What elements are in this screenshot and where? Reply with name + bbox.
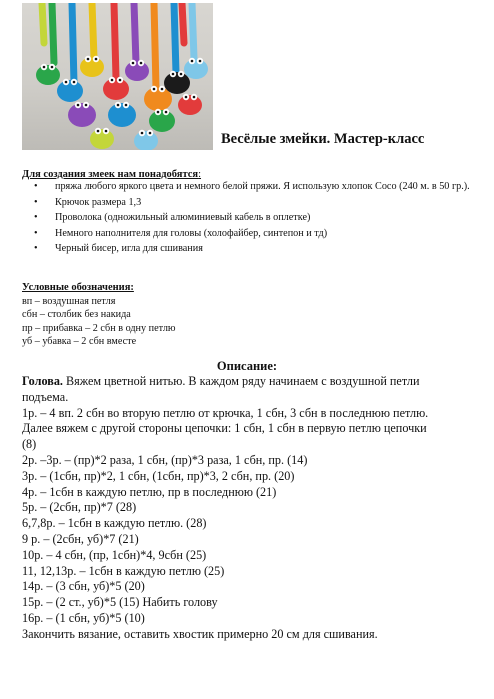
snake-pupil [65,81,68,84]
snake-head [184,59,208,79]
description-line: 14р. – (3 сбн, уб)*5 (20) [22,579,145,594]
snake-pupil [125,104,128,107]
snake-pupil [51,66,54,69]
description-line: 15р. – (2 ст., уб)*5 (15) Набить голову [22,595,218,610]
snake-body [42,3,44,43]
materials-list [34,181,474,259]
list-item [34,212,474,225]
description-line: 11, 12,13р. – 1сбн в каждую петлю (25) [22,563,225,578]
description-line: 9 р. – (2сбн, уб)*7 (21) [22,531,139,546]
snake-pupil [85,104,88,107]
bullet: • [34,243,38,255]
snake-pupil [172,73,175,76]
legend-heading: Условные обозначения: [22,282,134,293]
snake-pupil [119,79,122,82]
snake-head [134,131,158,150]
snake-pupil [111,79,114,82]
list-item [34,243,474,256]
snake-pupil [153,88,156,91]
snake-head [57,80,83,102]
description-line: подъема. [22,389,69,404]
snake-pupil [43,66,46,69]
snake-body [192,3,194,58]
snake-pupil [149,132,152,135]
snake-pupil [180,73,183,76]
snake-pupil [95,58,98,61]
page-title: Весёлые змейки. Мастер-класс [221,131,425,147]
snake-pupil [161,88,164,91]
snake-body [114,3,116,78]
materials-heading-text: Для создания змеек нам понадобятся [22,169,199,180]
snake-body [92,3,94,58]
materials-heading [22,169,201,180]
snake-head [178,95,202,115]
snake-pupil [97,130,100,133]
bullet: • [34,196,38,208]
snake-body [182,3,184,43]
list-item-text: Крючок размера 1,3 [55,196,142,208]
snake-pupil [185,96,188,99]
description-line: Закончить вязание, оставить хвостик примерно 20 см для сшивания. [22,626,378,641]
description-body [22,374,482,643]
snake-pupil [140,62,143,65]
description-line: 16р. – (1 сбн, уб)*5 (10) [22,610,145,625]
snake-body [52,3,54,63]
list-item-text: пряжа любого яркого цвета и немного белой пряжи. Я использую хлопок Coco (240 м. в 50 гр.). [55,181,470,192]
legend-list [22,295,176,349]
snake-pupil [117,104,120,107]
list-item-text: Немного наполнителя для головы (холофайбер, синтепон и тд) [55,227,328,239]
legend-item: вп – воздушная петля [22,296,116,307]
snake-head [164,72,190,94]
head-label: Голова. [22,374,63,388]
snake-pupil [191,60,194,63]
snake-pupil [193,96,196,99]
snake-body [154,3,156,88]
snake-pupil [132,62,135,65]
snake-pupil [141,132,144,135]
list-item [34,181,474,194]
description-line: 5р. – (2сбн, пр)*7 (28) [22,500,137,515]
materials-heading-colon: : [198,169,202,180]
snake-pupil [77,104,80,107]
snake-head [108,103,136,127]
list-item-text: Черный бисер, игла для сшивания [55,243,203,255]
description-line: Далее вяжем с другой стороны цепочки: 1 сбн, 1 сбн в первую петлю цепочки [22,421,427,436]
snake-pupil [73,81,76,84]
snake-body [174,3,176,73]
snake-pupil [87,58,90,61]
description-line: 6,7,8р. – 1сбн в каждую петлю. (28) [22,516,207,531]
description-line [22,374,482,390]
snake-pupil [199,60,202,63]
description-line: 4р. – 1сбн в каждую петлю, пр в последнюю (21) [22,484,277,499]
description-line: 2р. –3р. – (пр)*2 раза, 1 сбн, (пр)*3 раза, 1 сбн, пр. (14) [22,452,308,467]
snake-head [125,61,149,81]
snake-head [90,129,114,149]
description-line: 10р. – 4 сбн, (пр, 1сбн)*4, 9сбн (25) [22,547,207,562]
snake-head [36,65,60,85]
bullet: • [34,227,38,239]
description-line: 1р. – 4 вп. 2 сбн во вторую петлю от крючка, 1 сбн, 3 сбн в последнюю петлю. [22,405,429,420]
snake-head [68,103,96,127]
snake-pupil [105,130,108,133]
description-heading [0,359,494,374]
description-line: 3р. – (1сбн, пр)*2, 1 сбн, (1сбн, пр)*3, 2 сбн, пр. (20) [22,468,295,483]
crochet-snakes-photo [22,3,213,150]
snake-body [134,3,136,63]
snake-pupil [157,111,160,114]
list-item [34,228,474,241]
list-item-text: Проволока (одножильный алюминиевый кабель в оплетке) [55,212,311,224]
snake-head [149,110,175,132]
snake-pupil [165,111,168,114]
list-item [34,197,474,210]
snake-body [72,3,74,83]
description-heading-text: Описание: [216,359,278,373]
legend-item: сбн – столбик без накида [22,309,131,321]
legend-item: пр – прибавка – 2 сбн в одну петлю [22,322,176,334]
bullet: • [34,212,38,224]
bullet: • [34,181,38,192]
legend-item: уб – убавка – 2 сбн вместе [22,336,137,348]
description-line: (8) [22,437,37,452]
snake-head [80,57,104,77]
photo-illustration [22,3,213,150]
description-line-text: Вяжем цветной нитью. В каждом ряду начинаем с воздушной петли [62,374,420,388]
snake-head [103,78,129,100]
